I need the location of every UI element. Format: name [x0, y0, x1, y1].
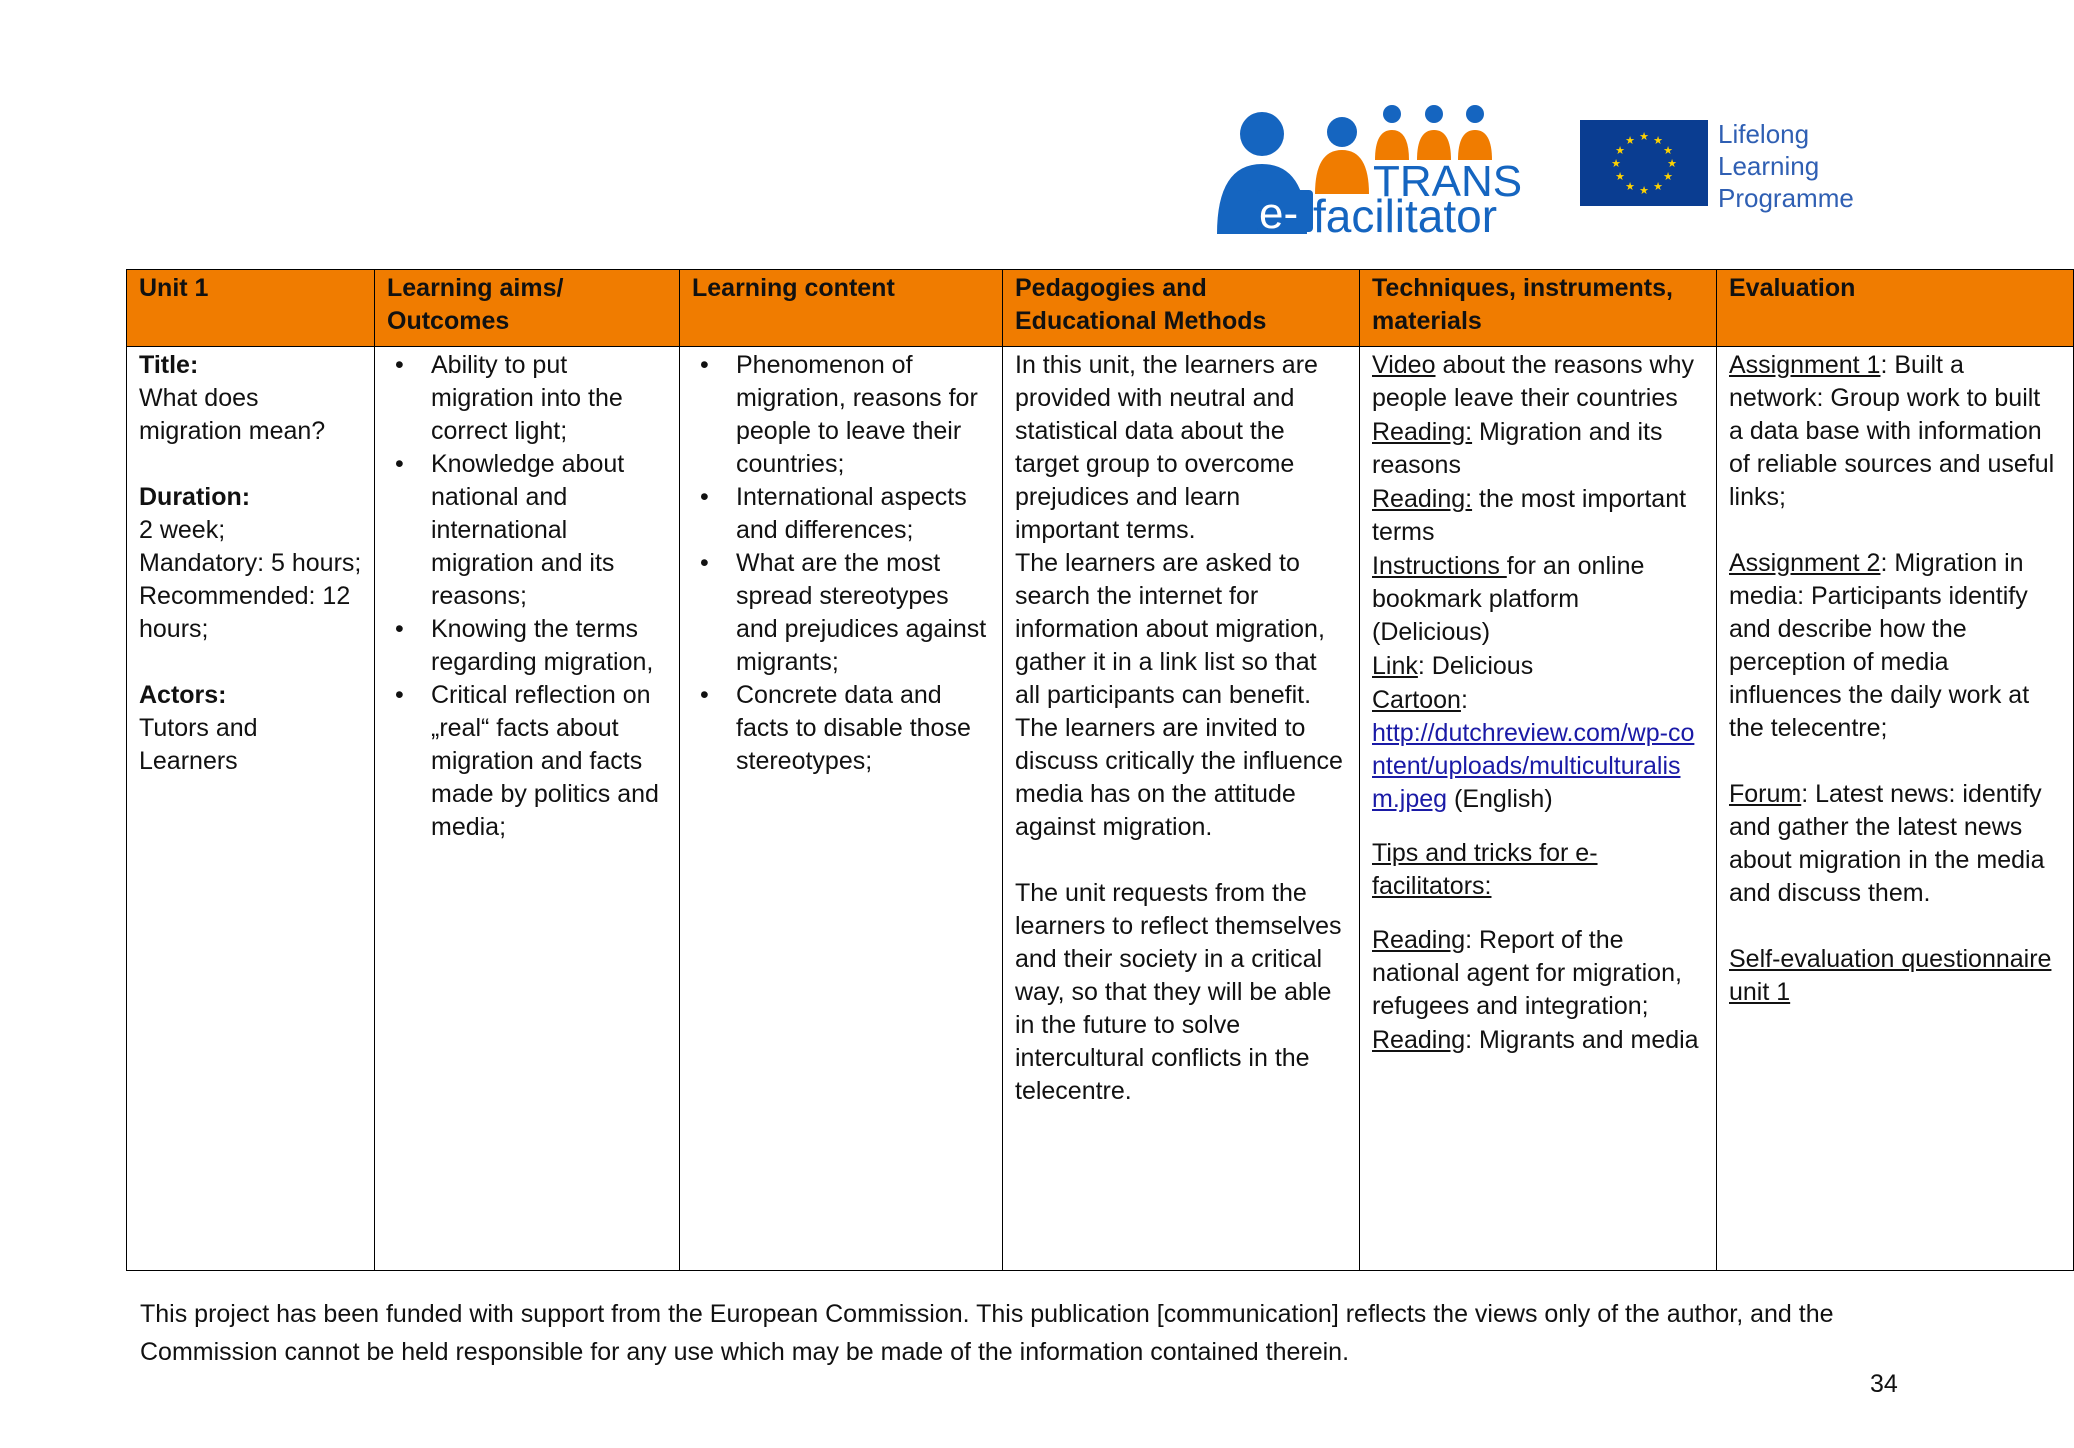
table-row: [127, 347, 2074, 1271]
header-learning-content: Learning content: [680, 270, 1003, 347]
forum: [1729, 778, 2061, 910]
svg-text:★: ★: [1639, 130, 1649, 143]
logo-e-text: e-: [1259, 189, 1299, 238]
svg-text:★: ★: [1653, 180, 1663, 193]
video-item: [1372, 349, 1704, 415]
unit-table: [126, 269, 2074, 1271]
reading-label-2: Reading:: [1372, 485, 1473, 513]
pedagogy-paragraph-4: The unit requests from the learners to reflect themselves and their society in a critical way, so that they will be able in the future to solve intercultural conflicts in the telecentre.: [1015, 879, 1342, 1105]
header-techniques: Techniques, instruments, materials: [1360, 270, 1717, 347]
unit-info-cell: [127, 347, 375, 1271]
people-logo-icon: [1215, 102, 1523, 242]
svg-text:★: ★: [1639, 184, 1649, 197]
actors-label: Actors:: [139, 681, 227, 709]
funding-disclaimer: This project has been funded with support from the European Commission. This publication [communication] reflects the views only of the author, and the Commission cannot be held responsible for any use which may be made of the information contained therein.: [140, 1300, 1834, 1366]
header-evaluation: Evaluation: [1717, 270, 2074, 347]
svg-text:★: ★: [1625, 134, 1635, 147]
instructions-item: [1372, 550, 1704, 649]
logo-trans-text: TRANS: [1373, 157, 1523, 206]
title-value: What does migration mean?: [139, 384, 326, 445]
reading-label-4: Reading: [1372, 1026, 1466, 1054]
link-item: [1372, 650, 1704, 683]
pedagogy-paragraph-2: The learners are asked to search the internet for information about migration, gather it in a link list so that all participants can benefit.: [1015, 549, 1325, 709]
reading-label-3: Reading: [1372, 926, 1466, 954]
assignment-2-label: Assignment 2: [1729, 549, 1881, 577]
list-item: • Knowing the terms regarding migration,: [387, 613, 667, 679]
svg-text:★: ★: [1615, 170, 1625, 183]
cartoon-label: Cartoon: [1372, 686, 1461, 714]
duration-line-3: Recommended: 12 hours;: [139, 582, 351, 643]
svg-text:★: ★: [1625, 180, 1635, 193]
learning-aims-cell: [375, 347, 680, 1271]
svg-text:★: ★: [1611, 157, 1621, 170]
assignment-1-label: Assignment 1: [1729, 351, 1881, 379]
svg-text:★: ★: [1663, 170, 1673, 183]
list-item: • Phenomenon of migration, reasons for people to leave their countries;: [692, 349, 990, 481]
cartoon-item: [1372, 684, 1704, 816]
self-evaluation: Self-evaluation questionnaire unit 1: [1729, 945, 2052, 1006]
learning-content-cell: [680, 347, 1003, 1271]
list-item: • Knowledge about national and international migration and its reasons;: [387, 448, 667, 613]
reading-item-1: [1372, 416, 1704, 482]
reading-item-2: [1372, 483, 1704, 549]
assignment-2-text: : Migration in media: Participants identify and describe how the perception of media influences the daily work at the telecentre;: [1729, 549, 2030, 742]
svg-text:★: ★: [1653, 134, 1663, 147]
eu-line-2: Learning: [1718, 151, 1820, 181]
tips-label: Tips and tricks for e-facilitators:: [1372, 839, 1598, 900]
eu-lifelong-learning-logo: [1580, 118, 2000, 213]
instructions-label: Instructions: [1372, 552, 1507, 580]
list-item: • Ability to put migration into the correct light;: [387, 349, 667, 448]
eu-programme-name: [1718, 118, 1854, 214]
header-pedagogies: Pedagogies and Educational Methods: [1003, 270, 1360, 347]
table-header-row: [127, 270, 2074, 347]
reading-text-1: Migration and its reasons: [1372, 418, 1663, 479]
eu-line-1: Lifelong: [1718, 119, 1810, 149]
reading-label-1: Reading:: [1372, 418, 1473, 446]
techniques-cell: [1360, 347, 1717, 1271]
evaluation-cell: [1717, 347, 2074, 1271]
svg-text:★: ★: [1663, 144, 1673, 157]
pedagogy-paragraph-1: In this unit, the learners are provided with neutral and statistical data about the target group to overcome prejudices and learn important terms.: [1015, 351, 1318, 544]
eu-line-3: Programme: [1718, 183, 1854, 213]
page-number: 34: [1870, 1370, 1898, 1398]
cartoon-language: (English): [1447, 785, 1553, 813]
reading-text-2: the most important terms: [1372, 485, 1687, 546]
cartoon-link[interactable]: http://dutchreview.com/wp-content/uploads/multiculturalism.jpeg: [1372, 719, 1695, 813]
duration-line-1: 2 week;: [139, 516, 226, 544]
instructions-text: for an online bookmark platform (Delicious): [1372, 552, 1645, 646]
assignment-2: [1729, 547, 2061, 745]
forum-text: : Latest news: identify and gather the latest news about migration in the media and discuss them.: [1729, 780, 2045, 907]
title-label: Title:: [139, 351, 199, 379]
header-learning-aims: Learning aims/ Outcomes: [375, 270, 680, 347]
reading-item-4: [1372, 1024, 1704, 1057]
list-item: • What are the most spread stereotypes and prejudices against migrants;: [692, 547, 990, 679]
cartoon-colon: :: [1460, 686, 1468, 714]
duration-label: Duration:: [139, 483, 251, 511]
link-label: Link: [1372, 652, 1418, 680]
actors-value: Tutors and Learners: [139, 714, 258, 775]
assignment-1-text: : Built a network: Group work to built a data base with information of reliable sources and useful links;: [1729, 351, 2055, 511]
duration-line-2: Mandatory: 5 hours;: [139, 549, 362, 577]
link-text: : Delicious: [1417, 652, 1534, 680]
reading-item-3: [1372, 924, 1704, 1023]
reading-text-3: : Report of the national agent for migration, refugees and integration;: [1372, 926, 1682, 1020]
video-text: about the reasons why people leave their countries: [1372, 351, 1694, 412]
trans-e-facilitator-logo: [1215, 102, 1523, 242]
list-item: • International aspects and differences;: [692, 481, 990, 547]
svg-text:★: ★: [1667, 157, 1677, 170]
list-item: • Concrete data and facts to disable those stereotypes;: [692, 679, 990, 778]
forum-label: Forum: [1729, 780, 1802, 808]
pedagogies-cell: [1003, 347, 1360, 1271]
video-label: Video: [1372, 351, 1436, 379]
header-unit: Unit 1: [127, 270, 375, 347]
eu-flag-icon: [1580, 120, 1708, 206]
list-item: • Critical reflection on „real“ facts about migration and facts made by politics and media;: [387, 679, 667, 844]
logo-facilitator-text: facilitator: [1313, 190, 1498, 242]
pedagogy-paragraph-3: The learners are invited to discuss critically the influence media has on the attitude against migration.: [1015, 714, 1343, 841]
assignment-1: [1729, 349, 2061, 514]
svg-text:★: ★: [1615, 144, 1625, 157]
reading-text-4: : Migrants and media: [1465, 1026, 1699, 1054]
